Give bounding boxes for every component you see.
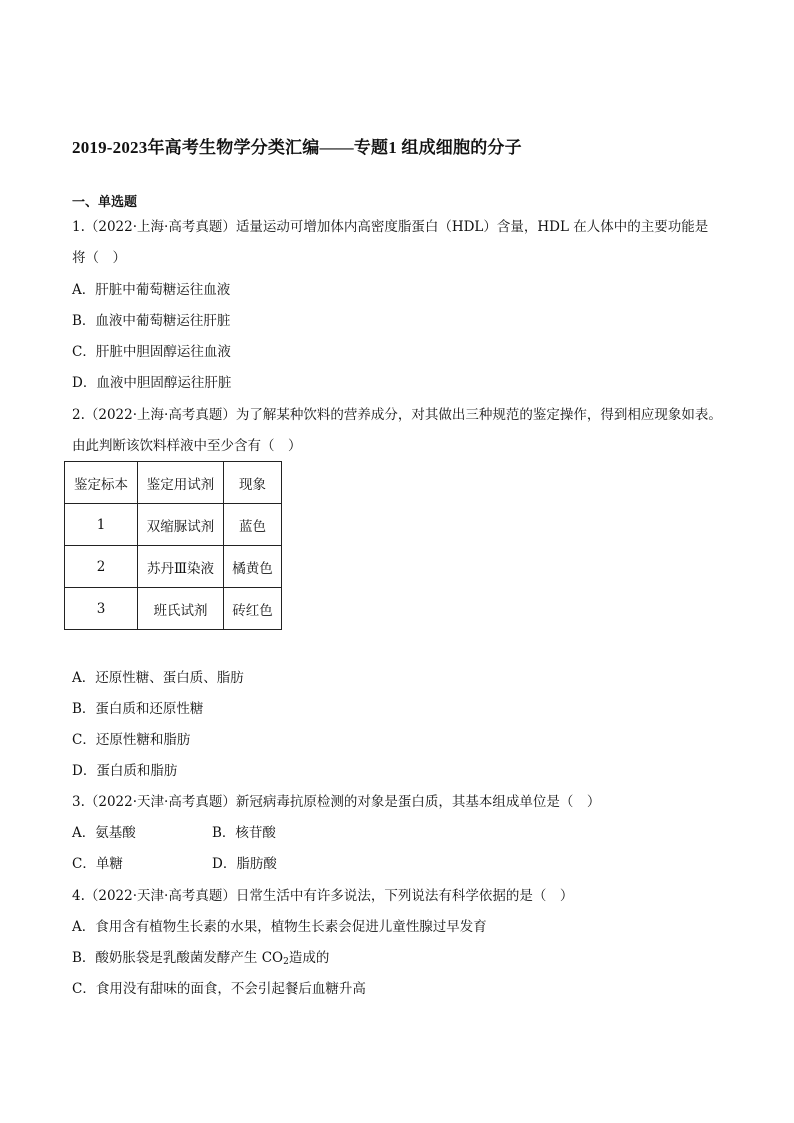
question-2-option-b: B．蛋白质和还原性糖 [72, 701, 204, 717]
table-cell: 1 [65, 504, 138, 546]
table-row [65, 588, 282, 630]
identification-table [64, 461, 282, 630]
question-2-option-d: D．蛋白质和脂肪 [72, 763, 178, 779]
option-b-text: B．酸奶胀袋是乳酸菌发酵产生 CO [72, 950, 284, 966]
table-cell: 双缩脲试剂 [138, 504, 224, 546]
page-title: 2019-2023年高考生物学分类汇编——专题1 组成细胞的分子 [72, 138, 522, 157]
table-cell: 2 [65, 546, 138, 588]
question-1-option-a: A．肝脏中葡萄糖运往血液 [72, 282, 231, 298]
table-cell: 橘黄色 [224, 546, 282, 588]
table-header-cell: 鉴定用试剂 [138, 462, 224, 504]
table-cell: 蓝色 [224, 504, 282, 546]
question-4-option-c: C．食用没有甜味的面食，不会引起餐后血糖升高 [72, 981, 366, 997]
question-2-stem-line2: 由此判断该饮料样液中至少含有（ ） [72, 438, 302, 454]
question-1-option-d: D．血液中胆固醇运往肝脏 [72, 375, 232, 391]
question-2-stem-line1: 2.（2022·上海·高考真题）为了解某种饮料的营养成分，对其做出三种规范的鉴定操作，得到相应现象如表。 [72, 407, 722, 423]
question-1-option-c: C．肝脏中胆固醇运往血液 [72, 344, 231, 360]
table-cell: 砖红色 [224, 588, 282, 630]
table-header-cell: 鉴定标本 [65, 462, 138, 504]
section-heading: 一、单选题 [72, 195, 138, 210]
question-1-stem-line2: 将（ ） [72, 250, 126, 266]
question-2-option-c: C．还原性糖和脂肪 [72, 732, 191, 748]
table-header-cell: 现象 [224, 462, 282, 504]
question-3-stem: 3.（2022·天津·高考真题）新冠病毒抗原检测的对象是蛋白质，其基本组成单位是（ ） [72, 794, 601, 810]
question-3-option-c: C．单糖 [72, 856, 123, 872]
table-header-row [65, 462, 282, 504]
table-cell: 苏丹Ⅲ染液 [138, 546, 224, 588]
question-4-stem: 4.（2022·天津·高考真题）日常生活中有许多说法，下列说法有科学依据的是（ ） [72, 888, 574, 904]
question-3-option-a: A．氨基酸 [72, 825, 136, 841]
option-b-text-end: 造成的 [288, 950, 330, 966]
table-row [65, 504, 282, 546]
table-cell: 3 [65, 588, 138, 630]
question-3-option-b: B．核苷酸 [212, 825, 276, 841]
table-row [65, 546, 282, 588]
table-cell: 班氏试剂 [138, 588, 224, 630]
question-1-option-b: B．血液中葡萄糖运往肝脏 [72, 313, 231, 329]
question-2-option-a: A．还原性糖、蛋白质、脂肪 [72, 670, 244, 686]
question-4-option-a: A．食用含有植物生长素的水果，植物生长素会促进儿童性腺过早发育 [72, 919, 487, 935]
option-b-subscript: 2 [283, 957, 289, 967]
question-1-stem-line1: 1.（2022·上海·高考真题）适量运动可增加体内高密度脂蛋白（HDL）含量，HDL 在人体中的主要功能是 [72, 219, 709, 235]
question-4-option-b [72, 949, 329, 967]
question-3-option-d: D．脂肪酸 [212, 856, 277, 872]
